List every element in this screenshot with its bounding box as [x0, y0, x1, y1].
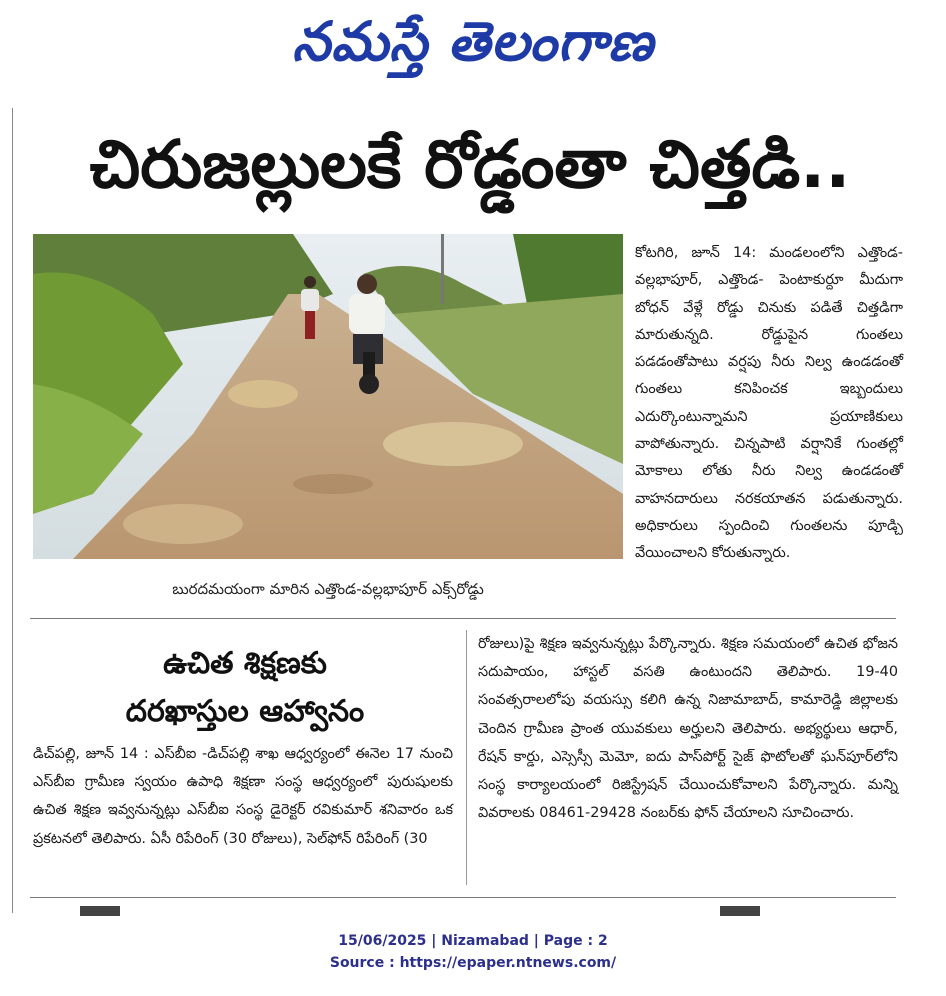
article-headline: చిరుజల్లులకే రోడ్డంతా చిత్తడి.. [89, 126, 851, 203]
article2-headline [40, 640, 450, 740]
road-photo [33, 234, 623, 559]
photo-caption: బురదమయంగా మారిన ఎత్తొండ-వల్లభాపూర్ ఎక్స్‌రోడ్డు [172, 580, 484, 598]
footer-source: Source : https://epaper.ntnews.com/ [329, 955, 617, 971]
bottom-divider [30, 897, 896, 898]
article2-body-column1: డిచ్‌పల్లి, జూన్ 14 : ఎస్‌బీఐ -డిచ్‌పల్లి శాఖ ఆధ్వర్యంలో ఈనెల 17 నుంచి ఎస్‌బీఐ గ్రామీణ స్వయం ఉపాధి శిక్షణా సంస్థ ఆధ్వర్యంలో పురుషులకు ఉచిత శిక్షణ ఇవ్వనున్నట్లు ఎస్‌బీఐ సంస్థ డైరెక్టర్ రవికుమార్ శనివారం ఒక ప్రకటనలో తెలిపారు. ఏసీ రిపేరింగ్ (30 రోజులు), సెల్‌ఫోన్ రిపేరింగ్ (30 [33, 746, 453, 847]
footer-date-edition: 15/06/2025 | Nizamabad | Page : 2 [338, 933, 608, 949]
article2-headline-line1: ఉచిత శిక్షణకు [163, 646, 327, 681]
section-divider [30, 618, 896, 619]
page-footer [0, 930, 946, 980]
article-body: కోటగిరి, జూన్ 14: మండలంలోని ఎత్తొండ- వల్లభాపూర్, ఎత్తొండ- పెంటాకుర్దూ మీదుగా బోధన్ వేళ్లే రోడ్డు చినుకు పడితే చిత్తడిగా మారుతున్నది. రోడ్డుపైన గుంతలు పడడంతోపాటు వర్షపు నీరు నిల్వ ఉండడంతో గుంతలు కనిపించక ఇబ్బందులు ఎదుర్కొంటున్నామని ప్రయాణికులు వాపోతున్నారు. చిన్నపాటి వర్షానికే గుంతల్లో మోకాలు లోతు నీరు నిల్వ ఉండడంతో వాహనదారులు నరకయాతన పడుతున్నారు. అధికారులు స్పందించి గుంతలను పూడ్చి వేయించాలని కోరుతున్నారు. [635, 245, 903, 562]
cropped-text-fragment [80, 906, 120, 916]
article2-body-column2: రోజులు)పై శిక్షణ ఇవ్వనున్నట్లు పేర్కొన్నారు. శిక్షణ సమయంలో ఉచిత భోజన సదుపాయం, హాస్టల్ వసతి ఉంటుందని తెలిపారు. 19-40 సంవత్సరాలలోపు వయస్సు కలిగి ఉన్న నిజామాబాద్, కామారెడ్డి జిల్లాలకు చెందిన గ్రామీణ ప్రాంత యువకులు అర్హులని తెలిపారు. అభ్యర్థులు ఆధార్, రేషన్ కార్డు, ఎస్సెస్సీ మెమో, ఐదు పాస్‌పోర్ట్ సైజ్ ఫొటోలతో ఘన్‌పూర్‌లోని సంస్థ కార్యాలయంలో రిజిస్ట్రేషన్ చేయించుకోవాలని పేర్కొన్నారు. మన్ని వివరాలకు 08461-29428 నంబర్‌కు ఫోన్ చేయాలని సూచించారు. [478, 636, 898, 822]
cropped-text-fragment [720, 906, 760, 916]
left-column-rule [12, 108, 13, 913]
column-divider [466, 630, 467, 885]
masthead-title: నమస్తే తెలంగాణ [292, 10, 654, 73]
article2-headline-line2: దరఖాస్తుల ఆహ్వానం [125, 694, 365, 729]
